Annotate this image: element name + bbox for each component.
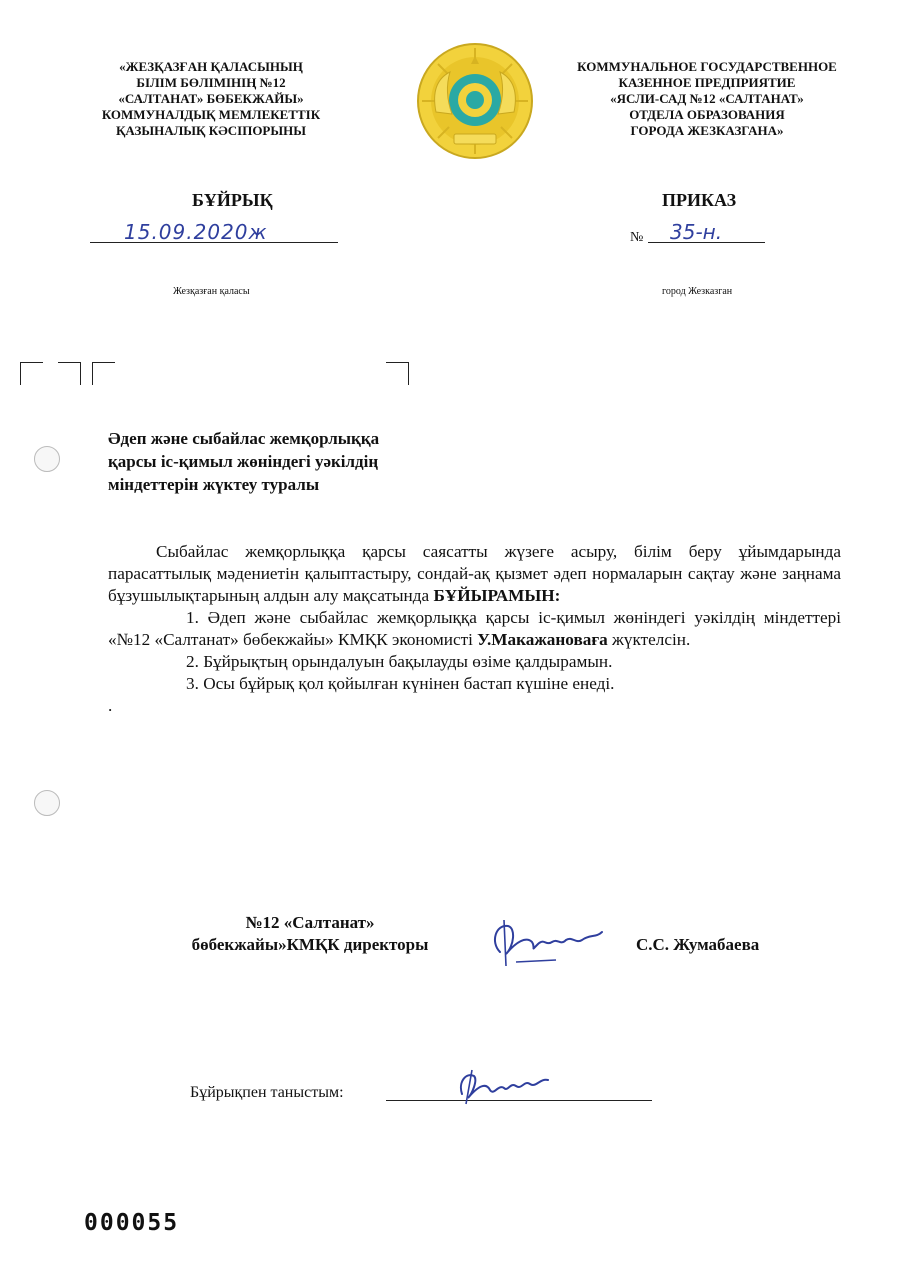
acquaintance-signature-icon bbox=[452, 1064, 562, 1108]
header-left-line: «САЛТАНАТ» БӨБЕКЖАЙЫ» bbox=[118, 91, 304, 106]
city-kz: Жезқазған қаласы bbox=[173, 286, 250, 297]
header-left-line: «ЖЕЗҚАЗҒАН ҚАЛАСЫНЫҢ bbox=[119, 59, 303, 74]
intro-text: Сыбайлас жемқорлыққа қарсы саясатты жүзеге асыру, білім беру ұйымдарында парасаттылық мәдениетін қалыптастыру, сондай-ақ қызмет әдеп нормаларын сақтау және заңнама бұзушылықтарының алдын алу мақсатында bbox=[108, 542, 841, 605]
doc-title-ru: ПРИКАЗ bbox=[662, 190, 737, 210]
trailing-dot: . bbox=[108, 696, 113, 715]
header-right-line: КАЗЕННОЕ ПРЕДПРИЯТИЕ bbox=[618, 75, 796, 90]
number-handwritten: 35-н. bbox=[670, 220, 723, 244]
city-ru: город Жезказган bbox=[662, 286, 733, 297]
date-handwritten: 15.09.2020ж bbox=[124, 220, 268, 244]
number-prefix: № bbox=[630, 230, 644, 245]
state-emblem-icon bbox=[416, 42, 534, 160]
subject-block bbox=[108, 427, 488, 496]
header-right-line: ГОРОДА ЖЕЗКАЗГАНА» bbox=[630, 123, 784, 138]
item-1-end: жүктелсін. bbox=[612, 630, 691, 649]
header-left-line: ҚАЗЫНАЛЫҚ КӘСІПОРЫНЫ bbox=[115, 123, 307, 138]
corner-mark-mid-right bbox=[92, 362, 115, 385]
subject-line: Әдеп және сыбайлас жемқорлыққа bbox=[108, 429, 380, 448]
order-word: БҰЙЫРАМЫН: bbox=[433, 586, 561, 605]
header-right-line: «ЯСЛИ-САД №12 «САЛТАНАТ» bbox=[610, 91, 804, 106]
header-right-line: КОММУНАЛЬНОЕ ГОСУДАРСТВЕННОЕ bbox=[577, 59, 837, 74]
header-left-line: КОММУНАЛДЫҚ МЕМЛЕКЕТТІК bbox=[101, 107, 321, 122]
order-item-2: 2. Бұйрықтың орындалуын бақылауды өзіме қалдырамын. bbox=[186, 652, 613, 671]
position-line: №12 «Салтанат» bbox=[245, 913, 375, 932]
serial-number: 000055 bbox=[84, 1210, 180, 1236]
order-item-3: 3. Осы бұйрық қол қойылған күнінен бастап күшіне енеді. bbox=[186, 674, 615, 693]
item-1-name: У.Макажановаға bbox=[477, 630, 608, 649]
subject-line: қарсы іс-қимыл жөніндегі уәкілдің bbox=[108, 452, 379, 471]
order-item-1 bbox=[108, 607, 841, 651]
intro-paragraph bbox=[108, 541, 841, 607]
doc-title-kz: БҰЙРЫҚ bbox=[192, 190, 273, 210]
corner-mark-left bbox=[20, 362, 43, 385]
header-right-line: ОТДЕЛА ОБРАЗОВАНИЯ bbox=[629, 107, 785, 122]
order-body bbox=[108, 541, 841, 717]
header-right-ru bbox=[548, 59, 866, 139]
item-1-text: 1. Әдеп және сыбайлас жемқорлыққа қарсы іс-қимыл жөніндегі уәкілдің міндеттері «№12 «Салтанат» бөбекжайы» КМҚК экономисті bbox=[108, 608, 841, 649]
director-name: С.С. Жумабаева bbox=[636, 935, 760, 954]
director-signature-icon bbox=[486, 912, 616, 972]
header-left-kz bbox=[86, 59, 336, 139]
subject-line: міндеттерін жүктеу туралы bbox=[108, 475, 320, 494]
position-line: бөбекжайы»КМҚК директоры bbox=[191, 935, 429, 954]
punch-hole-top bbox=[34, 446, 60, 472]
punch-hole-bottom bbox=[34, 790, 60, 816]
signature-position bbox=[150, 912, 470, 956]
corner-mark-right bbox=[386, 362, 409, 385]
corner-mark-mid-left bbox=[58, 362, 81, 385]
header-left-line: БІЛІМ БӨЛІМІНІҢ №12 bbox=[136, 75, 286, 90]
acquaintance-label: Бұйрықпен таныстым: bbox=[190, 1084, 344, 1101]
